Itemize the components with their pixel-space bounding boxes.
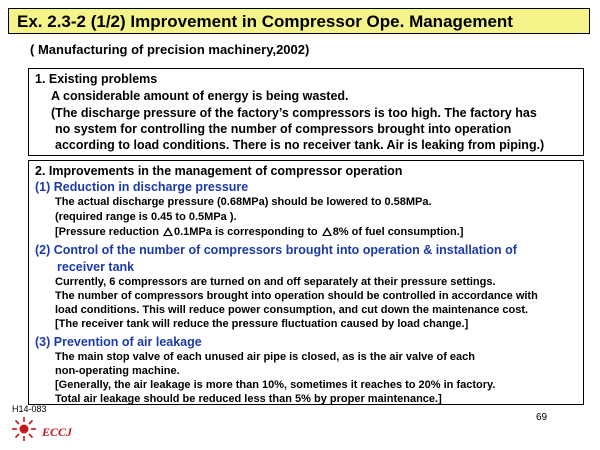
delta-icon (163, 227, 173, 236)
section-3-line-2: non-operating machine. (55, 365, 180, 377)
section-2-title-1: (2) Control of the number of compressors brought into operation & installation of (35, 243, 517, 257)
section-3-title: (3) Prevention of air leakage (35, 335, 202, 349)
improvements-box (28, 160, 584, 405)
section-1-line-1: The actual discharge pressure (0.68MPa) should be lowered to 0.58MPa. (55, 196, 432, 208)
section-2-line-2: The number of compressors brought into operation should be controlled in accordance with (55, 290, 538, 302)
section-2-line-3: load conditions. This will reduce power consumption, and cut down the maintenance cost. (55, 304, 529, 316)
logo-text: ECCJ (42, 425, 73, 439)
section-3-line-4: Total air leakage should be reduced less than 5% by proper maintenance.] (55, 393, 442, 405)
section-3-line-1: The main stop valve of each unused air pipe is closed, as is the air valve of each (55, 351, 475, 363)
section-1-title: (1) Reduction in discharge pressure (35, 180, 249, 194)
section-1-line-3c: 8% of fuel consumption.] (332, 226, 464, 238)
page-number: 69 (536, 412, 548, 423)
delta-icon (322, 227, 332, 236)
problem-line-4: according to load conditions. There is no receiver tank. Air is leaking from piping.) (55, 138, 545, 152)
section-1-line-3 (55, 226, 463, 238)
improvements-heading: 2. Improvements in the management of compressor operation (35, 164, 403, 178)
title-bar (8, 8, 590, 34)
section-1-line-2: (required range is 0.45 to 0.5MPa ). (55, 211, 237, 223)
section-2-line-1: Currently, 6 compressors are turned on and off separately at their pressure settings. (55, 276, 496, 288)
problem-line-2: (The discharge pressure of the factory’s compressors is too high. The factory has (51, 106, 537, 120)
section-3-line-3: [Generally, the air leakage is more than 10%, sometimes it reaches to 20% in factory. (55, 379, 496, 391)
section-2-title-2: receiver tank (57, 260, 135, 274)
section-1-line-3a: [Pressure reduction (55, 226, 162, 238)
subtitle: ( Manufacturing of precision machinery,2002) (30, 42, 310, 57)
document-number: H14-083 (12, 404, 47, 414)
problem-line-3: no system for controlling the number of compressors brought into operation (55, 122, 512, 136)
section-1-line-3b: 0.1MPa is corresponding to (173, 226, 321, 238)
page-title: Ex. 2.3-2 (1/2) Improvement in Compressor Ope. Management (17, 12, 513, 31)
section-2-line-4: [The receiver tank will reduce the pressure fluctuation caused by load change.] (55, 318, 469, 330)
existing-problems-box (28, 68, 584, 156)
problem-line-1: A considerable amount of energy is being wasted. (51, 89, 349, 103)
existing-problems-heading: 1. Existing problems (35, 72, 158, 86)
